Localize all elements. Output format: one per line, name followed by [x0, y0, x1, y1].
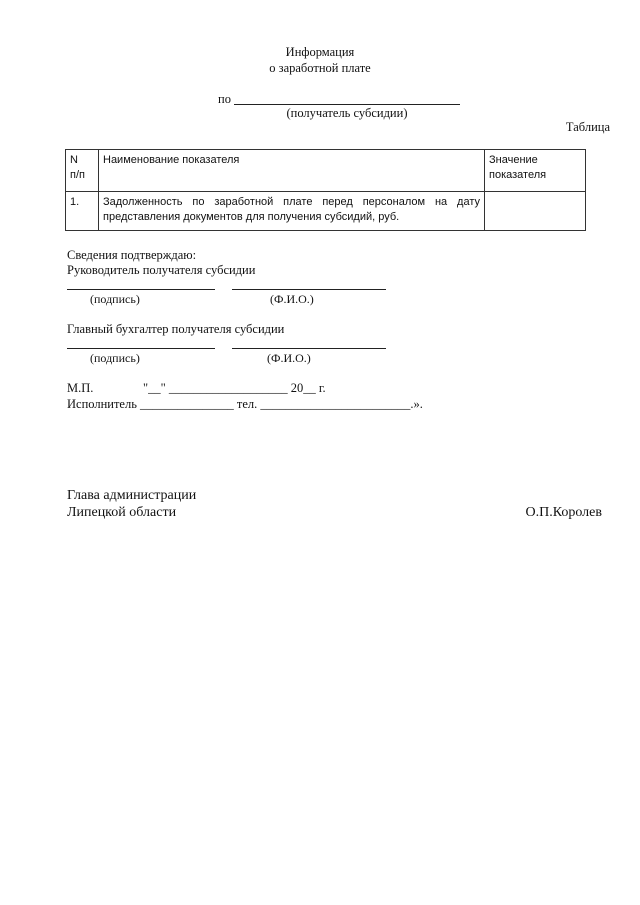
salary-info-table — [65, 149, 586, 231]
head-signature-label: (подпись) — [90, 292, 140, 306]
head-fio-line — [232, 289, 386, 290]
accountant-fio-line — [232, 348, 386, 349]
header-cell-num — [66, 150, 99, 192]
header-cell-value — [485, 150, 586, 192]
date-line: "__" ___________________ 20__ г. — [143, 381, 326, 395]
accountant-signature-line — [67, 348, 215, 349]
row-name-cell: Задолженность по заработной плате перед персоналом на дату представления документов для получения субсидий, руб. — [99, 192, 485, 231]
document-title-line2: о заработной плате — [269, 61, 371, 75]
head-title: Руководитель получателя субсидии — [67, 263, 256, 277]
row-value-cell — [485, 192, 586, 231]
signoff-position-line2: Липецкой области — [67, 505, 177, 520]
signoff-name: О.П.Королев — [525, 505, 602, 520]
accountant-signature-label: (подпись) — [90, 351, 140, 365]
executor-line: Исполнитель _______________ тел. ________________________.». — [67, 397, 423, 411]
accountant-fio-label: (Ф.И.О.) — [267, 351, 311, 365]
table-row — [66, 192, 586, 231]
table-caption: Таблица — [565, 120, 610, 134]
accountant-title: Главный бухгалтер получателя субсидии — [67, 322, 285, 336]
header-num-line1: N — [70, 154, 78, 166]
header-value-line2: показателя — [489, 168, 547, 181]
signoff-position-line1: Глава администрации — [67, 488, 197, 503]
row-num-cell: 1. — [66, 192, 99, 231]
table-header-row — [66, 150, 586, 192]
header-value-line1: Значение — [489, 154, 538, 166]
header-cell-name: Наименование показателя — [99, 150, 485, 192]
confirm-intro: Сведения подтверждаю: — [67, 248, 197, 262]
head-fio-label: (Ф.И.О.) — [270, 292, 314, 306]
stamp-place-label: М.П. — [67, 381, 94, 395]
recipient-underline — [234, 104, 460, 105]
document-title-line1: Информация — [285, 45, 355, 59]
head-signature-line — [67, 289, 215, 290]
header-num-line2: п/п — [70, 168, 85, 181]
po-label: по — [218, 92, 231, 106]
recipient-caption: (получатель субсидии) — [286, 106, 408, 120]
